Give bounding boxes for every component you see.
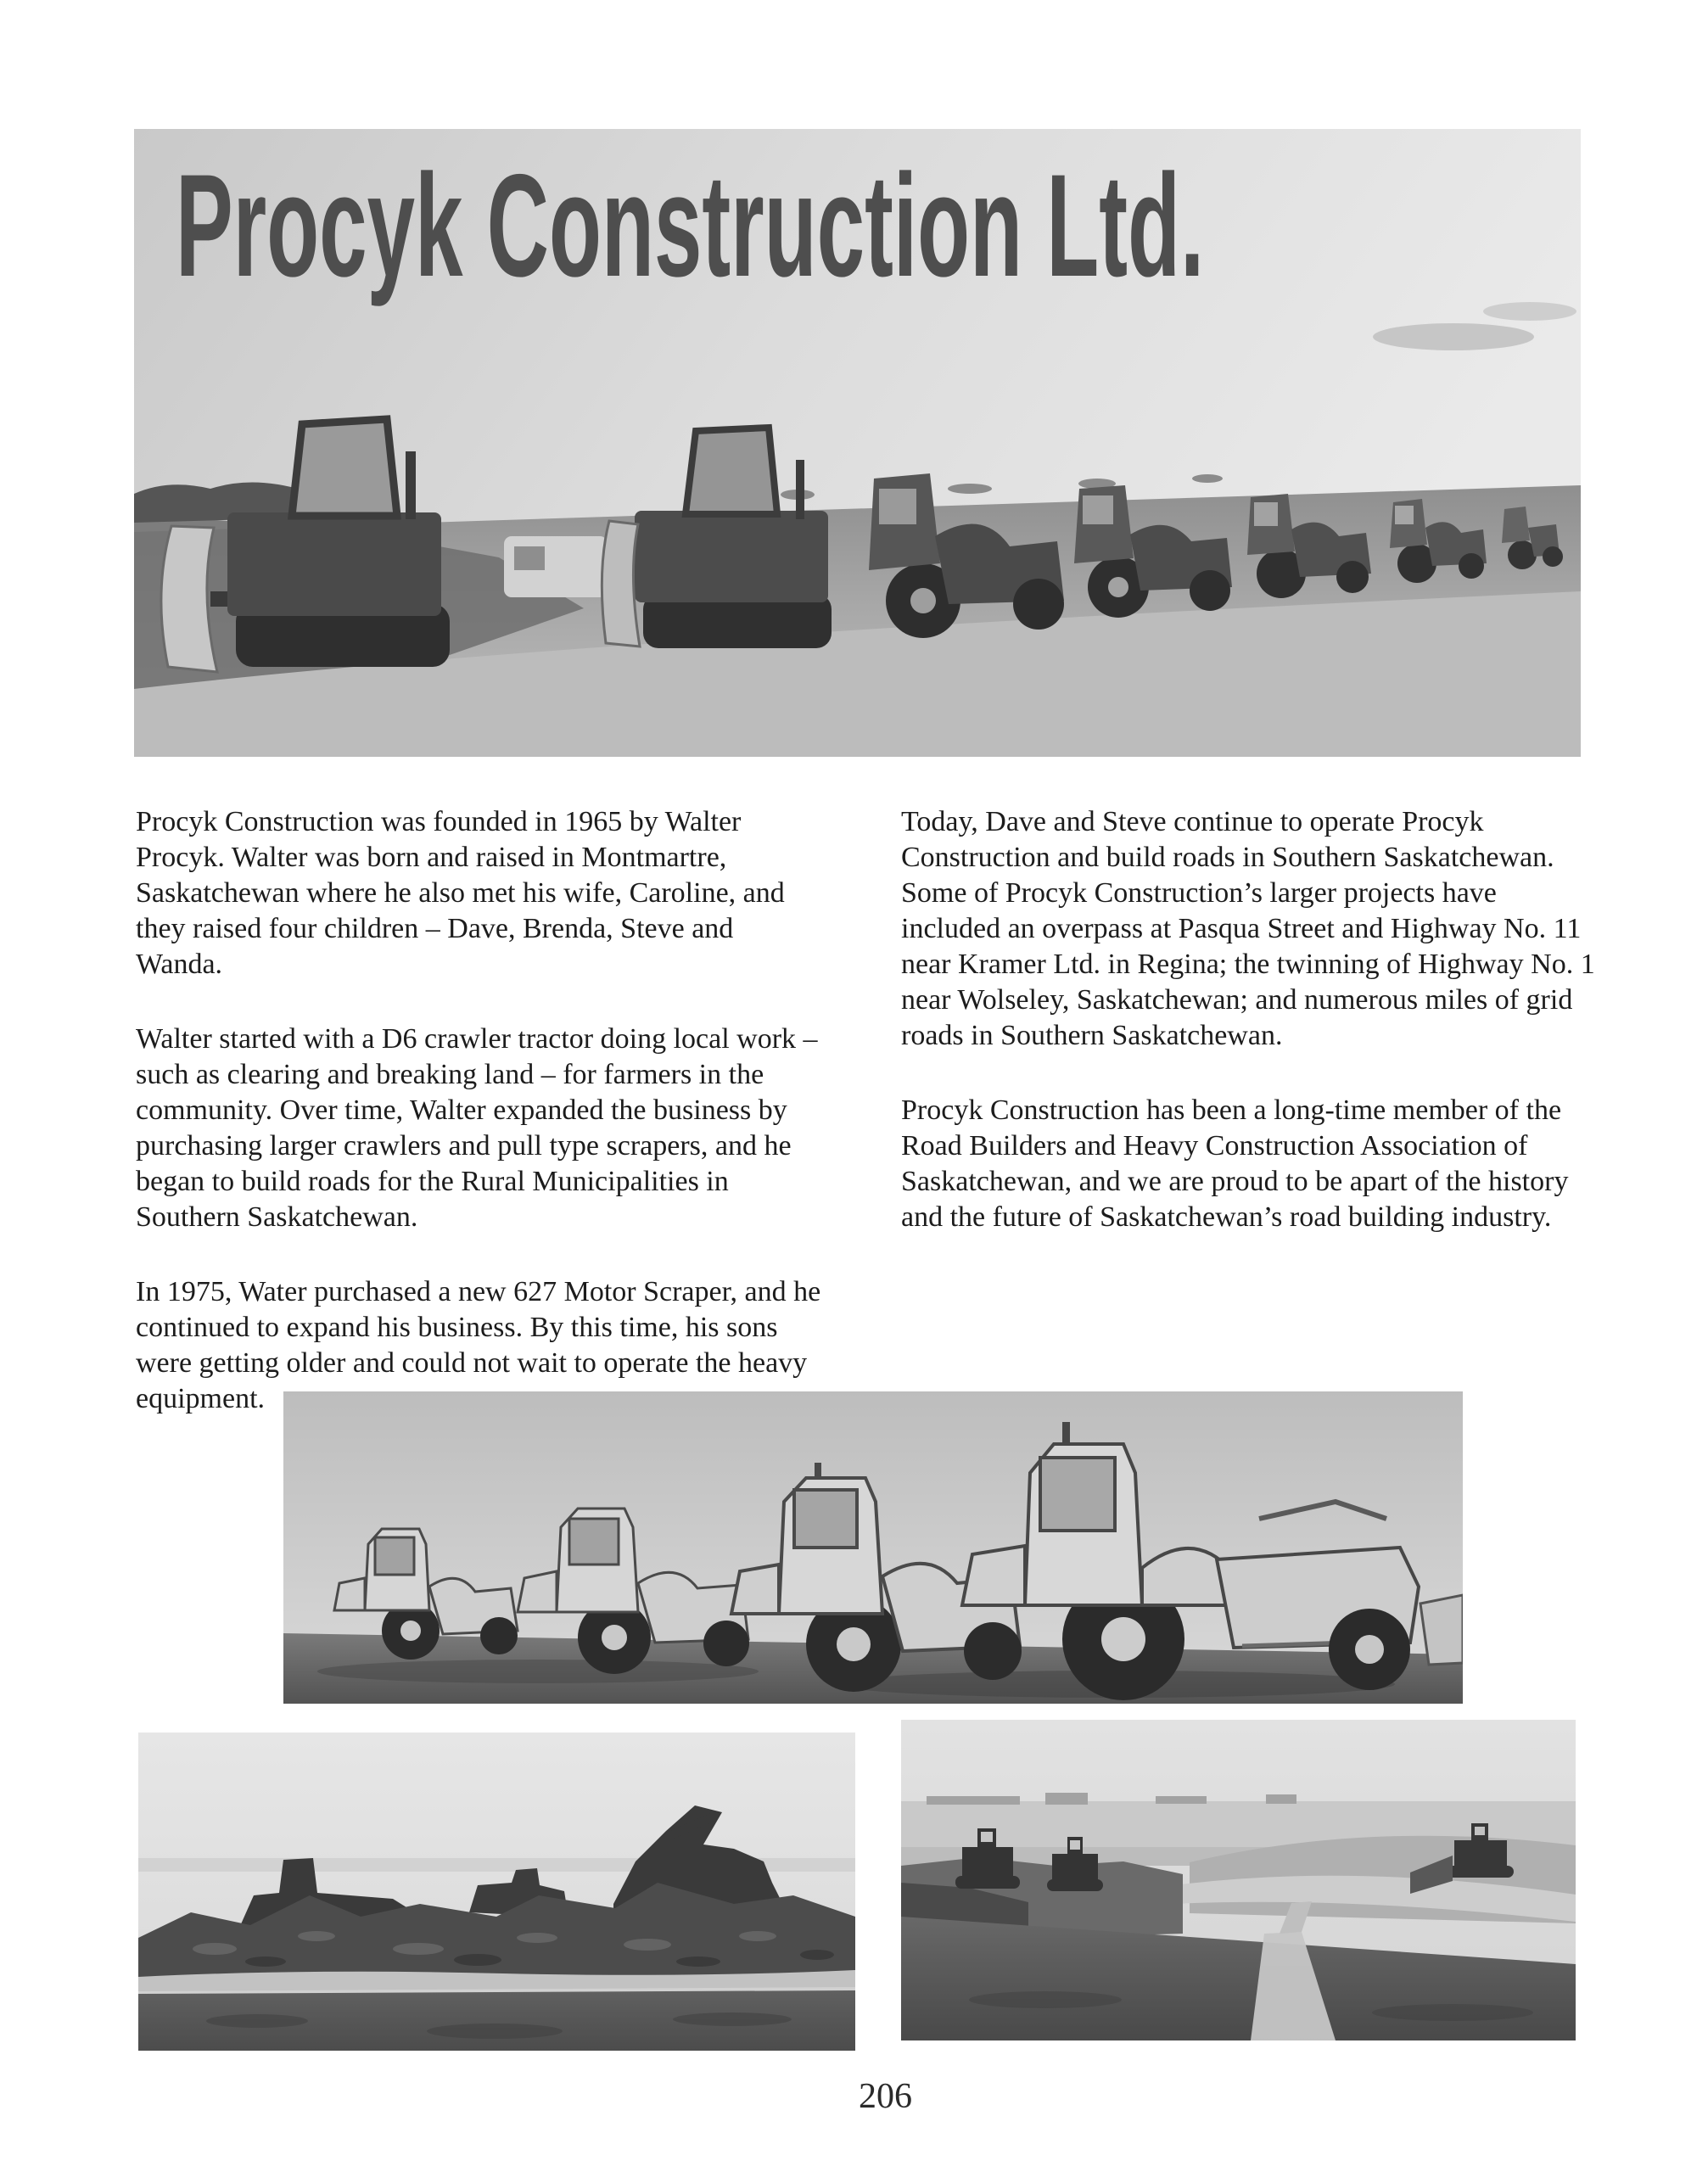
- bottom-left-photo-illustration: [138, 1733, 855, 2051]
- middle-photo-motor-scrapers: [283, 1391, 1463, 1704]
- paragraph-today: Today, Dave and Steve continue to operate Procyk Construction and build roads in Southern Saskatchewan. Some of Procyk Construction’s larger projects have included an overpass at Pasqua Street and Highway No. 11 near Kramer Ltd. in Regina; the twinning of Highway No. 1 near Wolseley, Saskatchewan; and numerous miles of grid roads in Southern Saskatchewan.: [901, 806, 1595, 1051]
- bottom-left-photo-earthmoving: [138, 1733, 855, 2051]
- middle-photo-illustration: [283, 1391, 1463, 1704]
- paragraph-founding: Procyk Construction was founded in 1965 by Walter Procyk. Walter was born and raised in Montmartre, Saskatchewan where he also met his wife, Caroline, and they raised four children – Dave, Brenda, Steve and Wanda.: [136, 806, 785, 980]
- right-text-column: [901, 804, 1602, 1274]
- banner-photo-equipment-lineup: [134, 129, 1581, 757]
- bottom-right-photo-roadwork: [901, 1720, 1576, 2040]
- left-text-column: [136, 804, 825, 1456]
- bottom-right-photo-illustration: [901, 1720, 1576, 2040]
- paragraph-d6-crawler: Walter started with a D6 crawler tractor doing local work – such as clearing and breaking land – for farmers in the community. Over time, Walter expanded the business by purchasing larger crawlers and pull type scrapers, and he began to build roads for the Rural Municipalities in Southern Saskatchewan.: [136, 1023, 818, 1233]
- page-number: 206: [859, 2077, 912, 2116]
- page-title: Procyk Construction Ltd.: [176, 144, 1205, 307]
- paragraph-association: Procyk Construction has been a long-time member of the Road Builders and Heavy Construction Association of Saskatchewan, and we are proud to be apart of the history and the future of Saskatchewan’s road building industry.: [901, 1094, 1569, 1233]
- paragraph-627-scraper: In 1975, Water purchased a new 627 Motor Scraper, and he continued to expand his business. By this time, his sons were getting older and could not wait to operate the heavy equipment.: [136, 1276, 821, 1414]
